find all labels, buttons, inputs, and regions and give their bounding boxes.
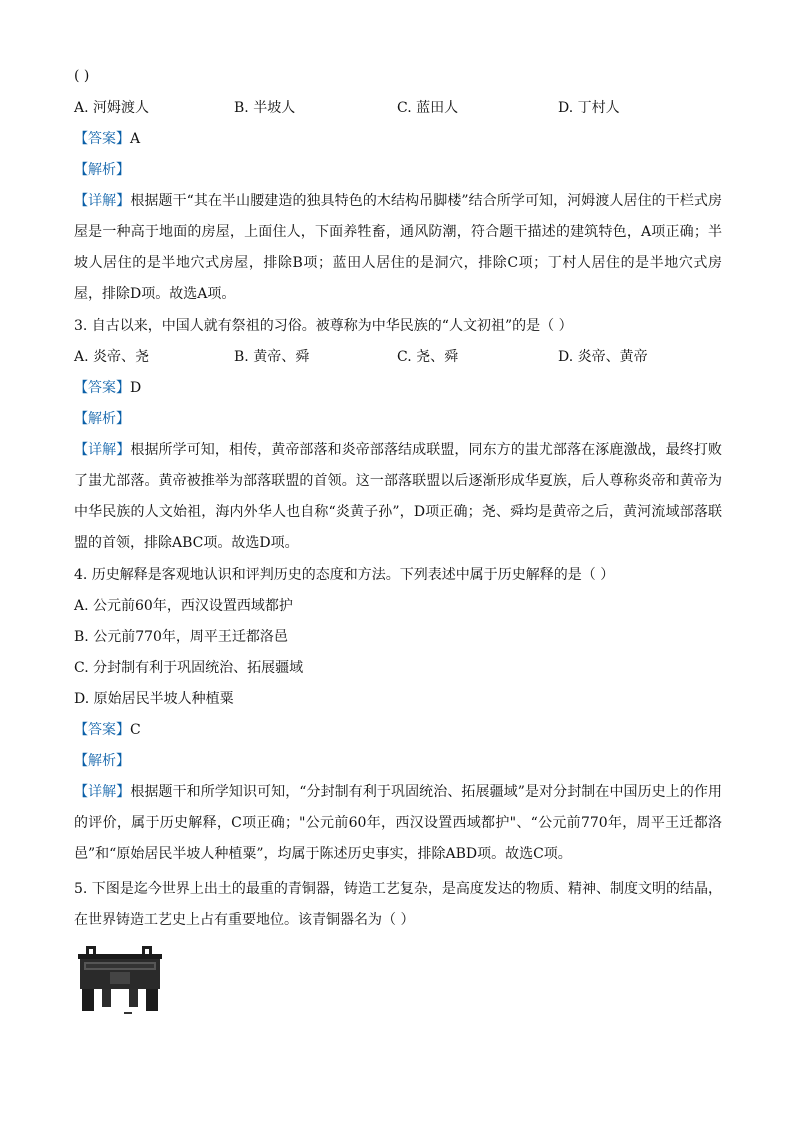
q4-option-a: A. 公元前60年，西汉设置西域都护 [74,598,293,614]
answer-value: A [130,131,141,147]
q4-option-c: C. 分封制有利于巩固统治、拓展疆域 [74,660,304,676]
q4-detail [74,777,722,870]
q3-option-b: B. 黄帝、舜 [234,349,310,365]
q2-analysis-label: 【解析】 [74,162,130,178]
q2-option-a: A. 河姆渡人 [74,100,150,116]
detail-text: 根据题干和所学知识可知，“分封制有利于巩固统治、拓展疆域”是对分封制在中国历史上的作用的评价，属于历史解释，C项正确；"公元前60年，西汉设置西域都护"、“公元前770年，周平王迁都洛邑”和“原始居民半坡人种植粟”，均属于陈述历史事实，排除ABD项。故选C项。 [74,784,723,862]
q3-answer [74,378,141,398]
q4-option-d: D. 原始居民半坡人种植粟 [74,691,234,707]
bronze-ding-image [72,944,168,1016]
detail-label: 【详解】 [74,193,131,209]
detail-label: 【详解】 [74,442,131,458]
detail-text: 根据所学可知，相传，黄帝部落和炎帝部落结成联盟，同东方的蚩尤部落在涿鹿激战，最终打败了蚩尤部落。黄帝被推举为部落联盟的首领。这一部落联盟以后逐渐形成华夏族，后人尊称炎帝和黄帝为中华民族的人文始祖，海内外华人也自称“炎黄子孙”，D项正确；尧、舜均是黄帝之后，黄河流域部落联盟的首领，排除ABC项。故选D项。 [74,442,723,551]
q4-option-b: B. 公元前770年，周平王迁都洛邑 [74,629,288,645]
q4-analysis-label: 【解析】 [74,753,130,769]
answer-label: 【答案】 [74,380,130,396]
answer-value: D [130,380,142,396]
q4-answer [74,720,141,740]
q2-detail [74,186,722,310]
answer-label: 【答案】 [74,131,130,147]
q2-answer [74,129,140,149]
answer-label: 【答案】 [74,722,130,738]
detail-label: 【详解】 [74,784,131,800]
q3-analysis-label: 【解析】 [74,411,130,427]
q3-option-d: D. 炎帝、黄帝 [558,349,648,365]
q3-stem: 3. 自古以来，中国人就有祭祖的习俗。被尊称为中华民族的“人文初祖”的是（ ） [74,318,573,334]
q3-option-c: C. 尧、舜 [397,349,459,365]
q3-detail [74,435,722,559]
q2-option-d: D. 丁村人 [558,100,620,116]
q3-option-a: A. 炎帝、尧 [74,349,150,365]
q2-option-c: C. 蓝田人 [397,100,459,116]
q4-stem: 4. 历史解释是客观地认识和评判历史的态度和方法。下列表述中属于历史解释的是（ ） [74,567,615,583]
q2-option-b: B. 半坡人 [234,100,296,116]
detail-text: 根据题干“其在半山腰建造的独具特色的木结构吊脚楼”结合所学可知，河姆渡人居住的干栏式房屋是一种高于地面的房屋，上面住人，下面养牲畜，通风防潮，符合题干描述的建筑特色，A项正确；半坡人居住的是半地穴式房屋，排除B项；蓝田人居住的是洞穴，排除C项；丁村人居住的是半地穴式房屋，排除D项。故选A项。 [74,193,723,302]
q2-blank: ( ) [74,68,90,84]
answer-value: C [130,722,141,738]
q5-stem: 5. 下图是迄今世界上出土的最重的青铜器，铸造工艺复杂，是高度发达的物质、精神、制度文明的结晶，在世界铸造工艺史上占有重要地位。该青铜器名为（ ） [74,881,722,928]
